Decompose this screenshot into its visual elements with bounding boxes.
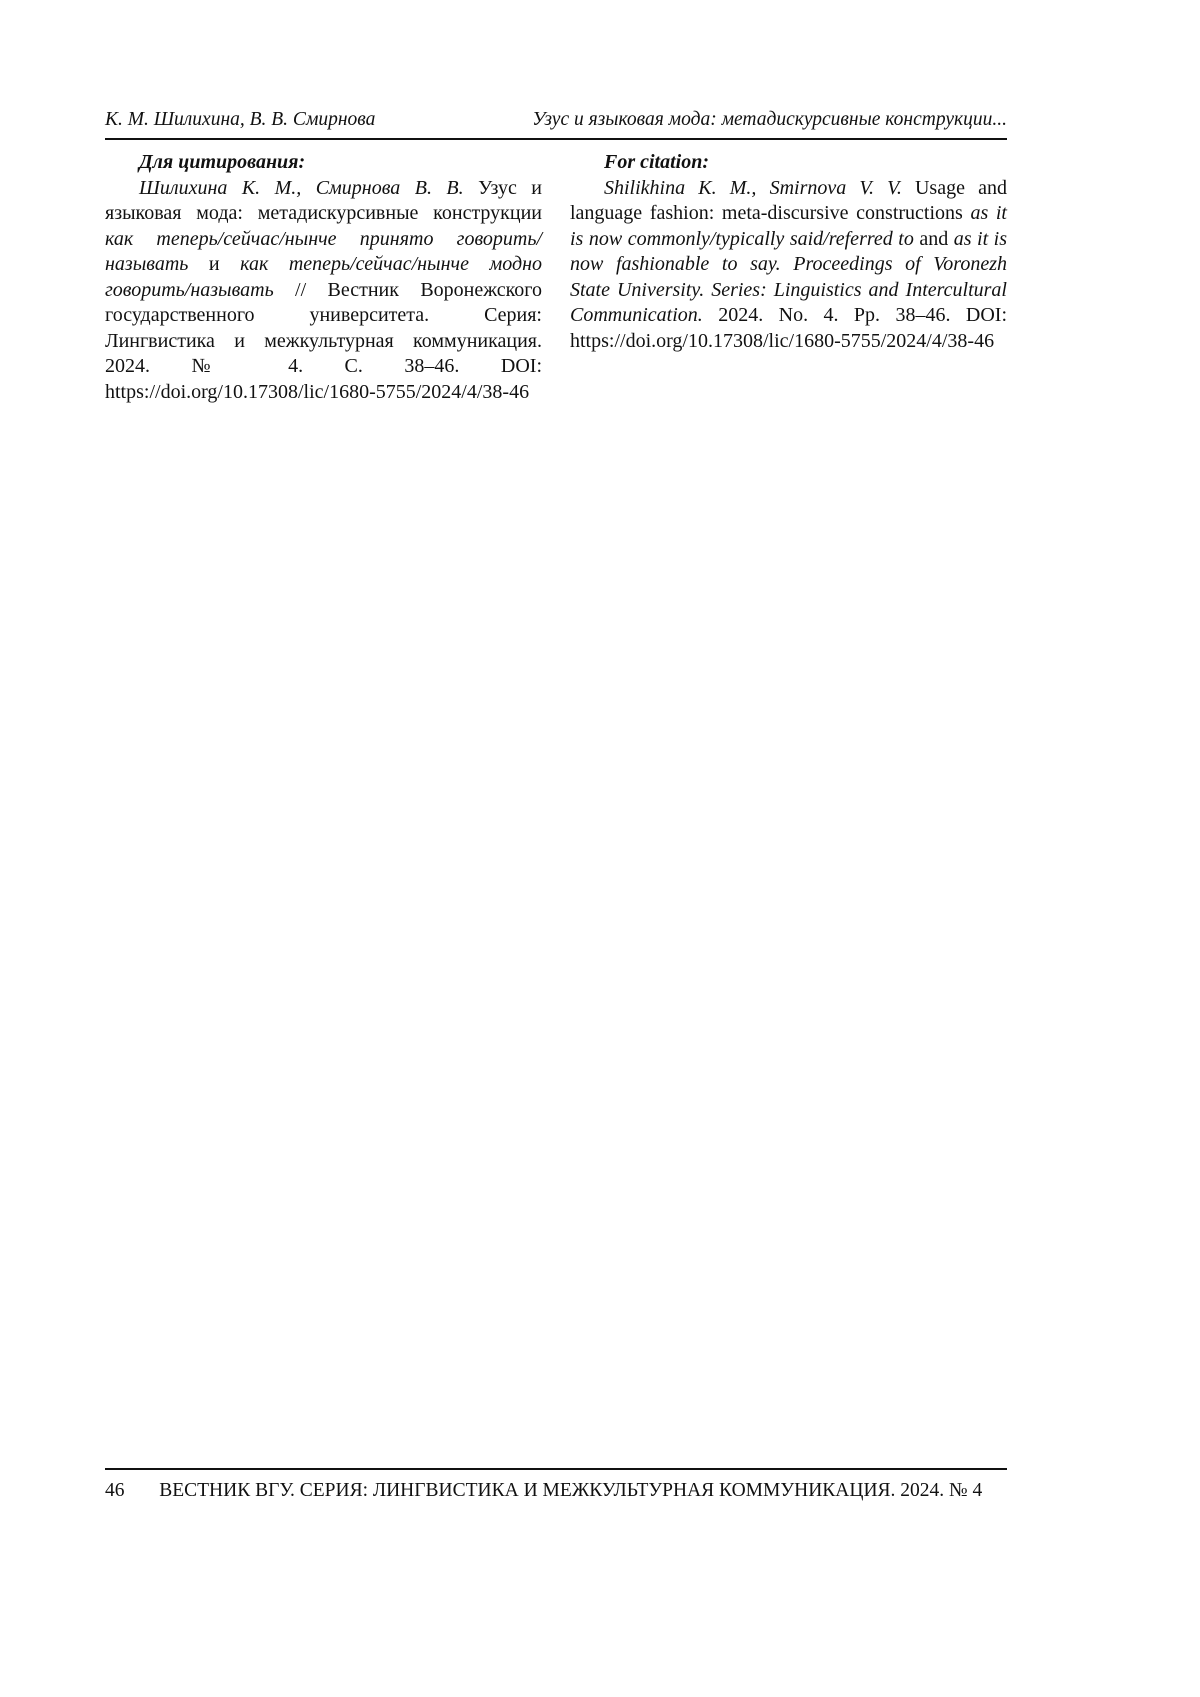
footer-journal-title: ВЕСТНИК ВГУ. СЕРИЯ: ЛИНГВИСТИКА И МЕЖКУЛЬТУРНАЯ КОММУНИКАЦИЯ. 2024. № 4 [159,1480,983,1501]
running-head [105,108,1007,132]
page-number: 46 [105,1480,125,1501]
citation-block-en [570,150,1007,405]
running-head-authors: К. М. Шилихина, В. В. Смирнова [105,109,376,130]
footer-rule [105,1468,1007,1470]
header-rule [105,138,1007,140]
citation-block-ru [105,150,542,405]
citation-en-heading: For citation: [604,151,710,173]
citation-en-text: Shilikhina K. M., Smirnova V. V. Usage and language fashion: meta-discursive constructions as it is now commonly/typically said/referred to and as it is now fashionable to say. Proceedings of Voronezh State University. Series: Linguistics and Intercultural Communication. 2024. No. 4. Pp. 38–46. DOI: https://doi.org/10.17308/lic/1680-5755/2024/4/38-46 [570,176,1007,352]
citation-columns [105,150,1007,405]
citation-ru-heading: Для цитирования: [139,151,306,173]
citation-ru-text: Шилихина К. М., Смирнова В. В. Узус и языковая мода: метадискурсивные конструкции как теперь/сейчас/нынче принято говорить/называть и как теперь/сейчас/нынче модно говорить/называть // Вестник Воронежского государственного университета. Серия: Лингвистика и межкультурная коммуникация. 2024. № 4. С. 38–46. DOI: https://doi.org/10.17308/lic/1680-5755/2024/4/38-46 [105,176,542,403]
page-footer [105,1478,1007,1504]
running-head-title: Узус и языковая мода: метадискурсивные конструкции... [532,109,1007,130]
